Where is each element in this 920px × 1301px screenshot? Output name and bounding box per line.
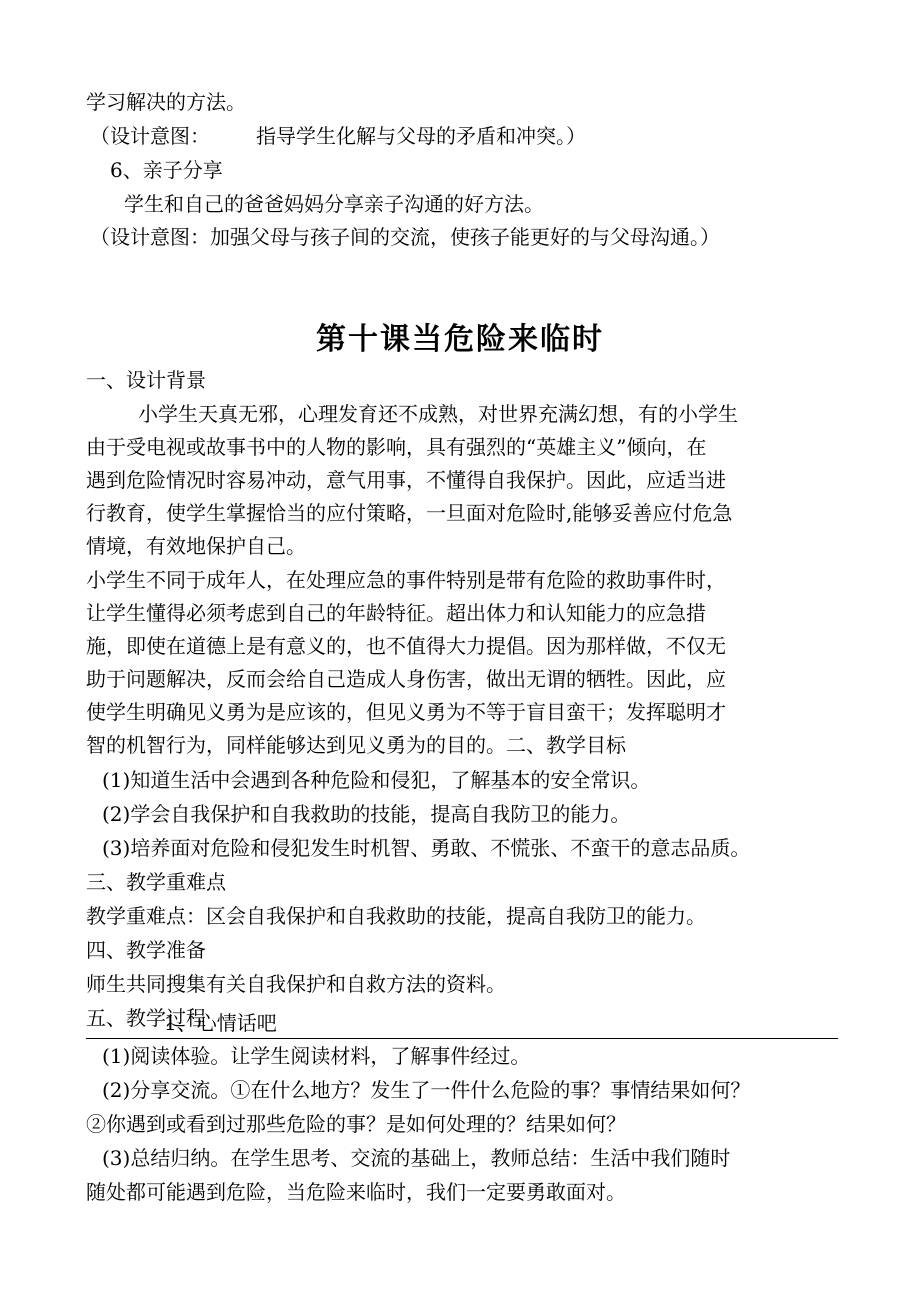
section-heading: 四、教学准备: [86, 938, 206, 962]
paragraph-line: 施，即使在道德上是有意义的，也不值得大力提倡。因为那样做，不仅无: [86, 634, 726, 658]
step-item: ②你遇到或看到过那些危险的事？是如何处理的？结果如何？: [86, 1112, 626, 1136]
paragraph-line: 遇到危险情况时容易冲动，意气用事，不懂得自我保护。因此，应适当进: [86, 468, 726, 492]
text-line: （设计意图：加强父母与孩子间的交流，使孩子能更好的与父母沟通。）: [90, 225, 720, 249]
design-intent-text: 指导学生化解与父母的矛盾和冲突。）: [256, 124, 586, 148]
paragraph-line: 智的机智行为，同样能够达到见义勇为的目的。二、教学目标: [86, 733, 626, 757]
paragraph-line: 教学重难点：区会自我保护和自我救助的技能，提高自我防卫的能力。: [86, 904, 706, 928]
paragraph-line: 让学生懂得必须考虑到自己的年龄特征。超出体力和认知能力的应急措: [86, 601, 706, 625]
paragraph-line: 助于问题解决，反而会给自己造成人身伤害，做出无谓的牺牲。因此，应: [86, 667, 726, 691]
section-heading: 三、教学重难点: [86, 870, 226, 894]
text-line: 学生和自己的爸爸妈妈分享亲子沟通的好方法。: [124, 192, 544, 216]
step-item: (1)阅读体验。让学生阅读材料，了解事件经过。: [102, 1044, 531, 1068]
paragraph-line: 小学生不同于成年人，在处理应急的事件特别是带有危险的救助事件时，: [86, 568, 726, 592]
section-heading: 6、亲子分享: [110, 158, 223, 182]
goal-item: (1)知道生活中会遇到各种危险和侵犯，了解基本的安全常识。: [102, 768, 651, 792]
paragraph-line: 行教育，使学生掌握恰当的应付策略，一旦面对危险时,能够妥善应付危急: [86, 501, 733, 525]
text-line: [90, 122, 586, 150]
goal-item: (3)培养面对危险和侵犯发生时机智、勇敢、不慌张、不蛮干的意志品质。: [102, 836, 751, 860]
divider-line: [86, 1038, 838, 1039]
goal-item: (2)学会自我保护和自我救助的技能，提高自我防卫的能力。: [102, 802, 631, 826]
step-item: (2)分享交流。①在什么地方？发生了一件什么危险的事？事情结果如何？: [102, 1078, 751, 1102]
step-heading: 1、心情话吧: [164, 1011, 277, 1035]
design-intent-label: （设计意图：: [90, 124, 210, 148]
lesson-title: 第十课当危险来临时: [316, 322, 604, 357]
paragraph-line: 情境，有效地保护自己。: [86, 534, 306, 558]
paragraph-line: 小学生天真无邪，心理发育还不成熟，对世界充满幻想，有的小学生: [138, 402, 738, 426]
paragraph-line: 由于受电视或故事书中的人物的影响，具有强烈的“英雄主义”倾向，在: [86, 435, 707, 459]
section-heading: 一、设计背景: [86, 368, 206, 392]
step-item: (3)总结归纳。在学生思考、交流的基础上，教师总结：生活中我们随时: [102, 1146, 731, 1170]
paragraph-line: 师生共同搜集有关自我保护和自救方法的资料。: [86, 972, 506, 996]
paragraph-line: 使学生明确见义勇为是应该的，但见义勇为不等于盲目蛮干；发挥聪明才: [86, 700, 726, 724]
section-heading: 五、教学过程: [86, 1006, 206, 1030]
text-line: 学习解决的方法。: [86, 90, 246, 114]
step-item: 随处都可能遇到危险，当危险来临时，我们一定要勇敢面对。: [86, 1180, 626, 1204]
